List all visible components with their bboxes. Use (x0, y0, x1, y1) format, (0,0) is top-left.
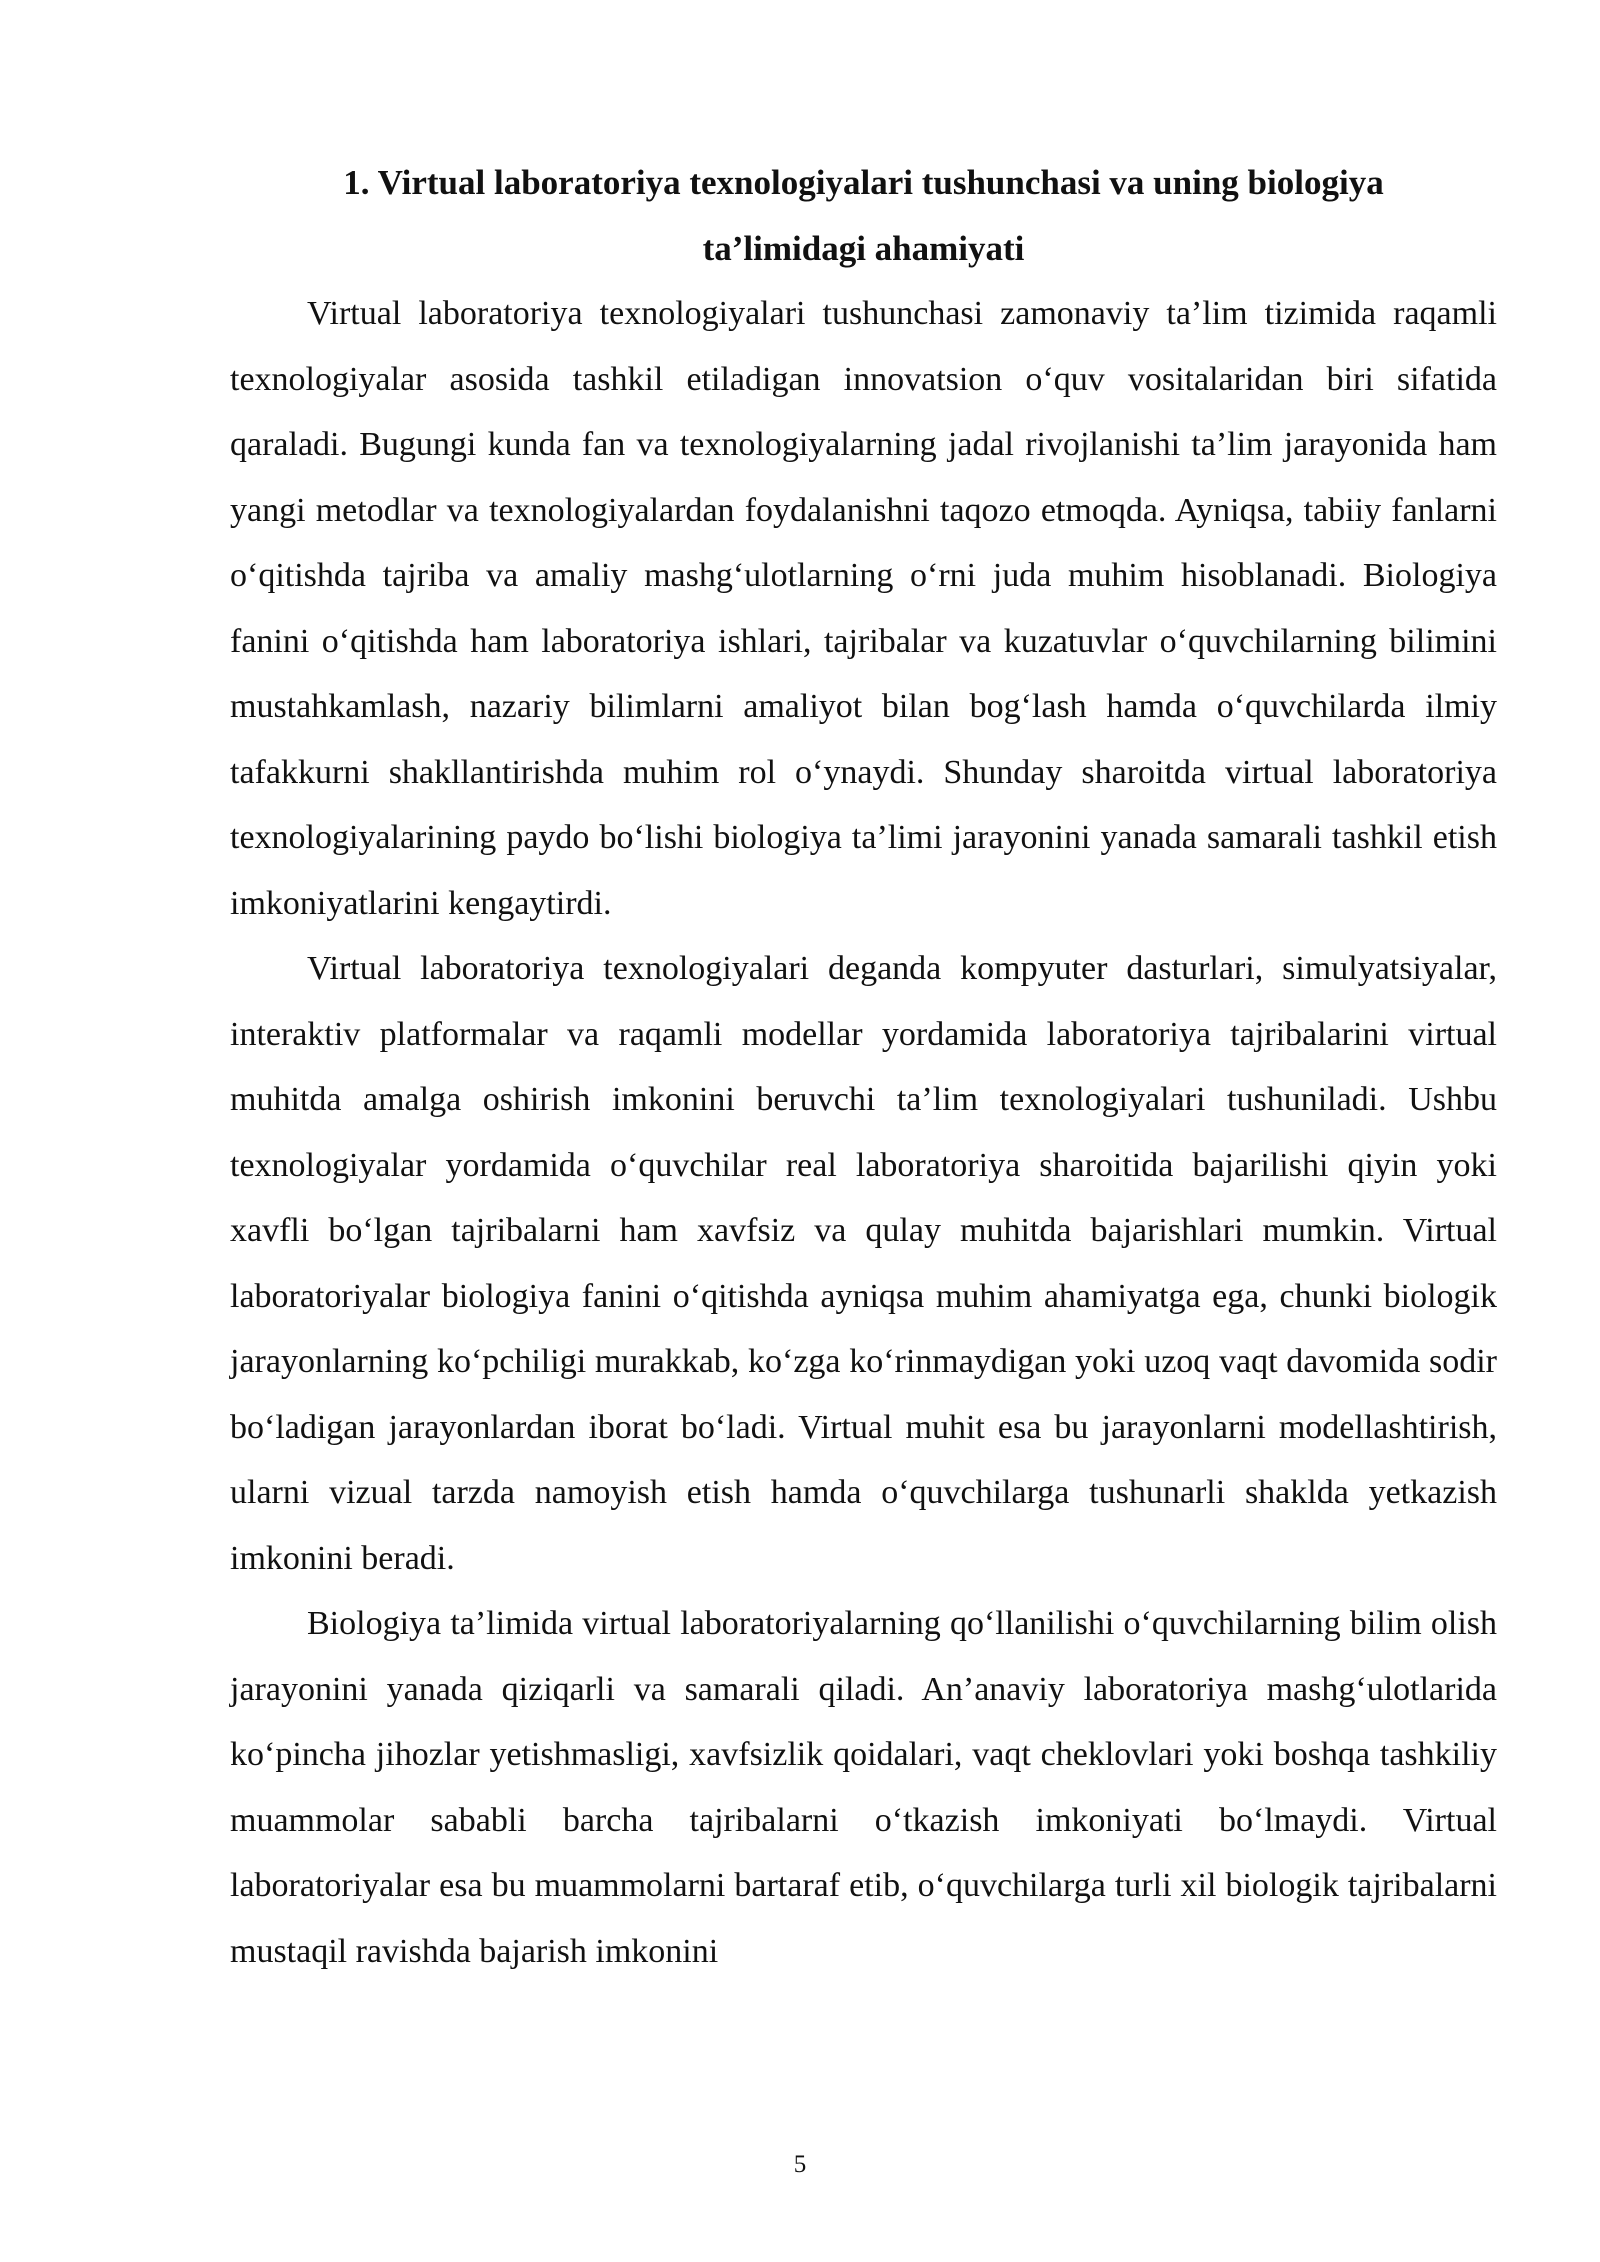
title-line-2: ta’limidagi ahamiyati (702, 228, 1025, 268)
page-number: 5 (793, 2151, 807, 2178)
paragraph-1: Virtual laboratoriya texnologiyalari tushunchasi zamonaviy ta’lim tizimida raqamli texnologiyalar asosida tashkil etiladigan innovatsion o‘quv vositalaridan biri sifatida qaraladi. Bugungi kunda fan va texnologiyalarning jadal rivojlanishi ta’lim jarayonida ham yangi metodlar va texnologiyalardan foydalanishni taqozo etmoqda. Ayniqsa, tabiiy fanlarni o‘qitishda tajriba va amaliy mashg‘ulotlarning o‘rni juda muhim hisoblanadi. Biologiya fanini o‘qitishda ham laboratoriya ishlari, tajribalar va kuzatuvlar o‘quvchilarning bilimini mustahkamlash, nazariy bilimlarni amaliyot bilan bog‘lash hamda o‘quvchilarda ilmiy tafakkurni shakllantirishda muhim rol o‘ynaydi. Shunday sharoitda virtual laboratoriya texnologiyalarining paydo bo‘lishi biologiya ta’limi jarayonini yanada samarali tashkil etish imkoniyatlarini kengaytirdi. (230, 295, 1497, 922)
section-title (230, 150, 1497, 281)
paragraph-3: Biologiya ta’limida virtual laboratoriyalarning qo‘llanilishi o‘quvchilarning bilim olish jarayonini yanada qiziqarli va samarali qiladi. An’anaviy laboratoriya mashg‘ulotlarida ko‘pincha jihozlar yetishmasligi, xavfsizlik qoidalari, vaqt cheklovlari yoki boshqa tashkiliy muammolar sababli barcha tajribalarni o‘tkazish imkoniyati bo‘lmaydi. Virtual laboratoriyalar esa bu muammolarni bartaraf etib, o‘quvchilarga turli xil biologik tajribalarni mustaqil ravishda bajarish imkonini (230, 1605, 1497, 1970)
document-page (230, 150, 1497, 1984)
title-line-1: 1. Virtual laboratoriya texnologiyalari tushunchasi va uning biologiya (343, 163, 1384, 202)
paragraph-2: Virtual laboratoriya texnologiyalari deganda kompyuter dasturlari, simulyatsiyalar, interaktiv platformalar va raqamli modellar yordamida laboratoriya tajribalarini virtual muhitda amalga oshirish imkonini beruvchi ta’lim texnologiyalari tushuniladi. Ushbu texnologiyalar yordamida o‘quvchilar real laboratoriya sharoitida bajarilishi qiyin yoki xavfli bo‘lgan tajribalarni ham xavfsiz va qulay muhitda bajarishlari mumkin. Virtual laboratoriyalar biologiya fanini o‘qitishda ayniqsa muhim ahamiyatga ega, chunki biologik jarayonlarning ko‘pchiligi murakkab, ko‘zga ko‘rinmaydigan yoki uzoq vaqt davomida sodir bo‘ladigan jarayonlardan iborat bo‘ladi. Virtual muhit esa bu jarayonlarni modellashtirish, ularni vizual tarzda namoyish etish hamda o‘quvchilarga tushunarli shaklda yetkazish imkonini beradi. (230, 950, 1497, 1577)
